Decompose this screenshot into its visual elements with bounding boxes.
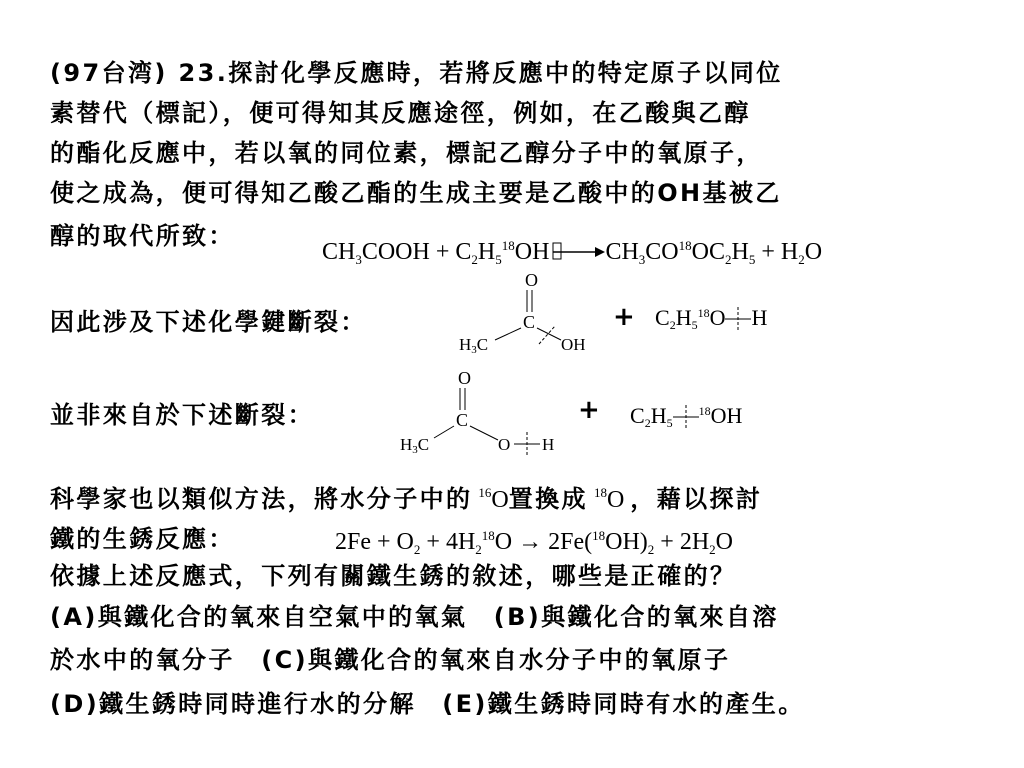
question-line-5: 醇的取代所致： xyxy=(50,222,235,250)
rust-arrow: → xyxy=(512,529,549,555)
plus-sign-1: + xyxy=(613,302,635,332)
question-line-1: (97台湾) 23.探討化學反應時，若將反應中的特定原子以同位 xyxy=(50,59,783,87)
carbonyl-o-label: O xyxy=(525,270,538,290)
isotope-o16: $^{16}$O xyxy=(478,485,509,513)
carbon-label: C xyxy=(523,312,536,332)
question-line-2: 素替代（標記），便可得知其反應途徑，例如，在乙酸與乙醇 xyxy=(50,99,751,127)
question-line-10: 依據上述反應式，下列有關鐵生銹的敘述，哪些是正確的？ xyxy=(50,562,737,590)
question-line-4: 使之成為，便可得知乙酸乙酯的生成主要是乙酸中的OH基被乙 xyxy=(50,179,782,207)
option-line-2: 於水中的氧分子 (C)與鐵化合的氧來自水分子中的氧原子 xyxy=(50,646,731,674)
option-line-3: (D)鐵生銹時同時進行水的分解 (E)鐵生銹時同時有水的產生。 xyxy=(50,690,805,718)
h-label-2: H xyxy=(542,435,555,454)
eq-alcohol: $C_2H_5^{18}OH$ xyxy=(455,238,550,267)
question-line-6: 因此涉及下述化學鍵斷裂： xyxy=(50,308,367,336)
eq-product: $CH_3CO^{18}OC_2H_5$ xyxy=(605,238,756,267)
question-line-7: 並非來自於下述斷裂： xyxy=(50,401,314,429)
isotope-o18: $^{18}$O xyxy=(593,485,625,513)
reaction-arrow-icon xyxy=(549,242,605,262)
bond-break-icon xyxy=(725,307,751,331)
option-line-1: (A)與鐵化合的氧來自空氣中的氧氣 (B)與鐵化合的氧來自溶 xyxy=(50,603,779,631)
acetic-acid-structure-1 xyxy=(455,268,605,358)
o-label-2: O xyxy=(498,435,511,454)
oh-label: OH xyxy=(561,335,586,354)
carbonyl-o-label-2: O xyxy=(458,368,471,388)
bond-break-icon-2 xyxy=(673,405,699,429)
acetic-acid-structure-2 xyxy=(400,366,570,458)
rust-equation: $2Fe + O_2 + 4H_2^{18}O \to 2Fe(^{18}OH)_2 + 2H_2O$ xyxy=(335,528,734,557)
question-line-9: 鐵的生銹反應： xyxy=(50,525,235,553)
eq-water: $H_2O$ xyxy=(780,239,823,267)
eq-acid: $CH_3COOH$ xyxy=(322,239,430,267)
h3c-label-2: H3C xyxy=(400,435,430,456)
ethanol-fragment-1: $C_2H_5^{18}O$ H xyxy=(655,305,768,332)
ester-equation: $CH_3COOH + C_2H_5^{18}OH$ $CH_3CO^{18}OC_2H_5 + H_2O$ xyxy=(322,238,823,267)
question-line-8: 科學家也以類似方法，將水分子中的 $^{16}$O置換成 $^{18}$O ，藉以探討 xyxy=(50,485,763,513)
ethanol-fragment-2: $C_2H_5^{18}OH$ xyxy=(630,403,743,430)
question-line-3: 的酯化反應中，若以氧的同位素，標記乙醇分子中的氧原子， xyxy=(50,139,763,167)
plus-sign-2: + xyxy=(578,395,600,425)
carbon-label-2: C xyxy=(456,410,469,430)
h3c-label: H3C xyxy=(459,335,489,356)
